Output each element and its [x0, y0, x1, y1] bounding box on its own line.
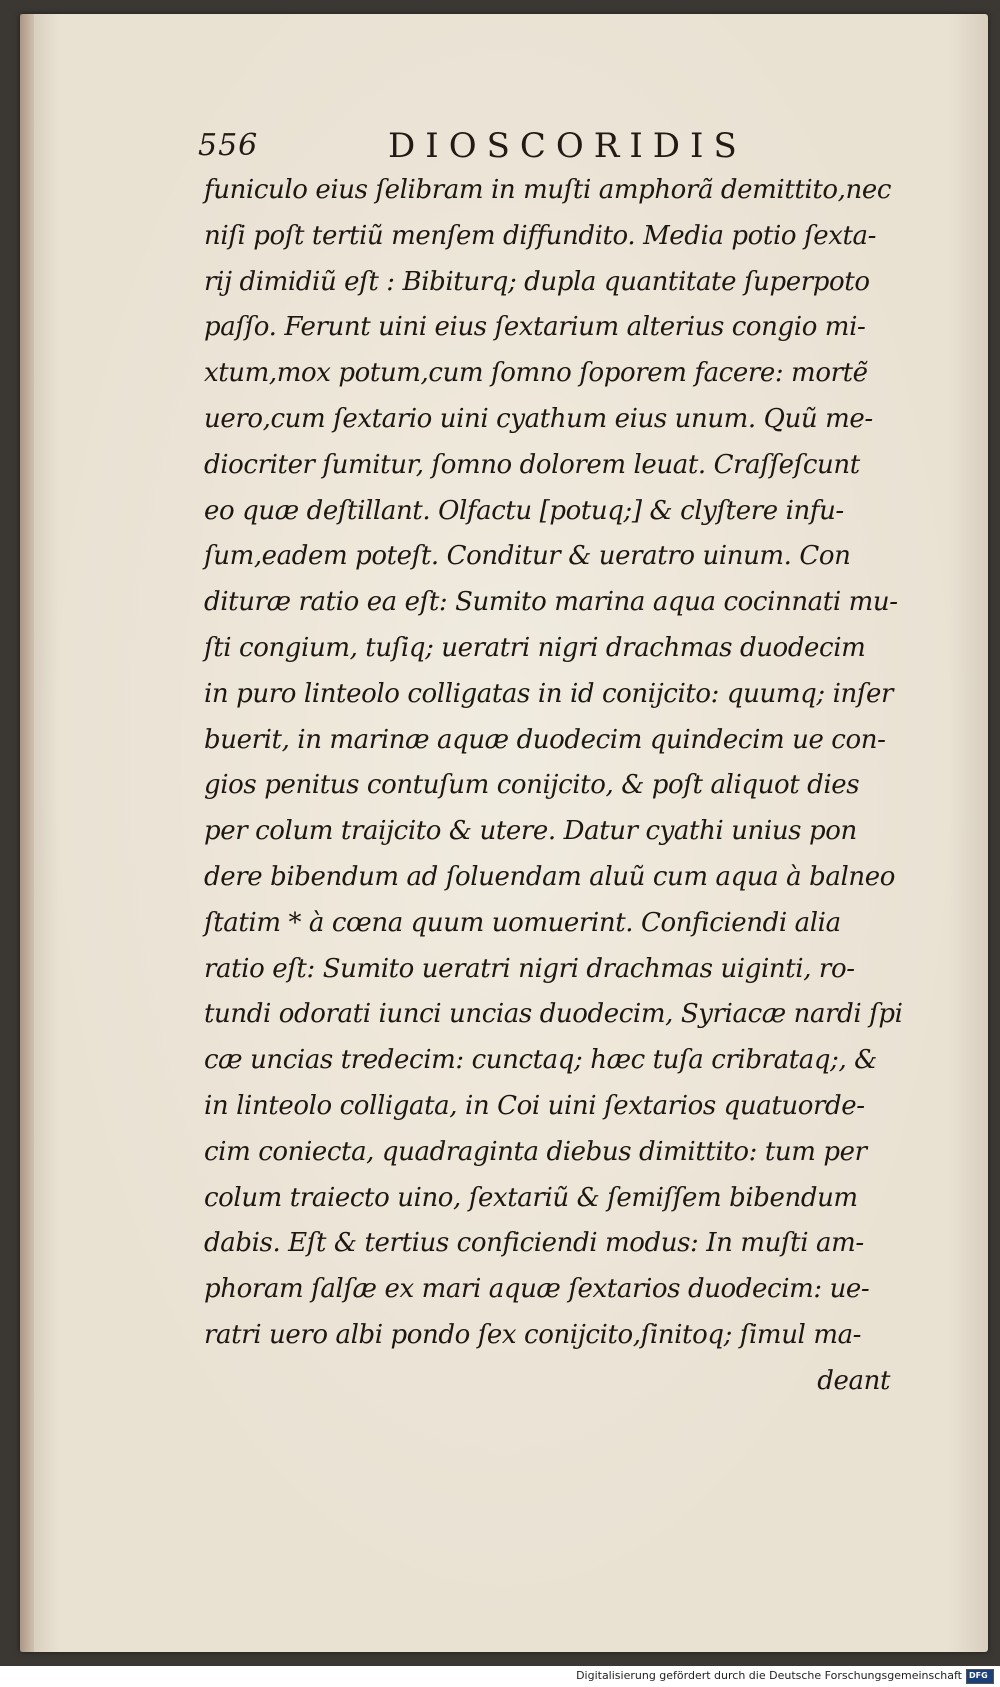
text-line: cim coniecta, quadraginta diebus dimittito: tum per [204, 1136, 867, 1167]
catchword: deant [817, 1365, 890, 1396]
text-line: per colum traijcito & utere. Datur cyathi unius pon [204, 816, 857, 847]
text-line: funiculo eius ſelibram in muſti amphorã demittito,nec [204, 175, 891, 205]
dfg-logo-icon [966, 1669, 994, 1684]
footer [0, 1666, 1000, 1687]
text-line: buerit, in marinæ aquæ duodecim quindecim ue con- [204, 724, 886, 755]
digitization-credit: Digitalisierung gefördert durch die Deutsche Forschungsgemeinschaft [576, 1669, 962, 1682]
text-line: tundi odorati iunci uncias duodecim, Syriacæ nardi ſpi [204, 999, 903, 1030]
text-line: cæ uncias tredecim: cunctaq; hæc tuſa cribrataq;, & [204, 1045, 877, 1076]
text-line: ratio eſt: Sumito ueratri nigri drachmas uiginti, ro- [204, 953, 855, 984]
page-gutter-shadow [20, 14, 34, 1652]
dfg-logo-text: DFG [969, 1671, 988, 1680]
text-line: colum traiecto uino, ſextariũ & ſemiſſem bibendum [204, 1182, 858, 1213]
text-line: rij dimidiũ eſt : Bibiturq; dupla quantitate ſuperpoto [204, 266, 870, 297]
text-line: xtum,mox potum,cum ſomno ſoporem facere: mortẽ [204, 358, 868, 389]
text-line: paſſo. Ferunt uini eius ſextarium alterius congio mi- [204, 312, 866, 343]
running-title: DIOSCORIDIS [388, 126, 747, 166]
text-line: uero,cum ſextario uini cyathum eius unum. Quũ me- [204, 403, 873, 434]
text-line: dere bibendum ad ſoluendam aluũ cum aqua à balneo [204, 861, 895, 892]
text-line: dituræ ratio ea eſt: Sumito marina aqua cocinnati mu- [204, 587, 898, 618]
text-line: ratri uero albi pondo ſex conijcito,ſinitoq; ſimul ma- [204, 1319, 862, 1350]
text-line: niſi poſt tertiũ menſem diffundito. Media potio ſexta- [204, 220, 876, 251]
text-line: gios penitus contuſum conijcito, & poſt aliquot dies [204, 770, 860, 801]
text-line: dabis. Eſt & tertius conficiendi modus: In muſti am- [204, 1228, 864, 1259]
text-line: diocriter ſumitur, ſomno dolorem leuat. Craſſeſcunt [204, 449, 860, 480]
body-text [204, 168, 904, 1405]
text-line: in linteolo colligata, in Coi uini ſextarios quatuorde- [204, 1090, 865, 1121]
text-line: in puro linteolo colligatas in id conijcito: quumq; inſer [204, 678, 894, 709]
text-line: ſum,eadem poteſt. Conditur & ueratro uinum. Con [204, 541, 851, 572]
text-line: ſti congium, tuſiq; ueratri nigri drachmas duodecim [204, 632, 866, 663]
text-line: eo quæ deſtillant. Olfactu [potuq;] & clyſtere infu- [204, 495, 844, 526]
text-line: ſtatim * à cœna quum uomuerint. Conficiendi alia [204, 907, 841, 938]
page-number: 556 [198, 128, 259, 163]
text-line: phoram ſalſæ ex mari aquæ ſextarios duodecim: ue- [204, 1274, 870, 1305]
